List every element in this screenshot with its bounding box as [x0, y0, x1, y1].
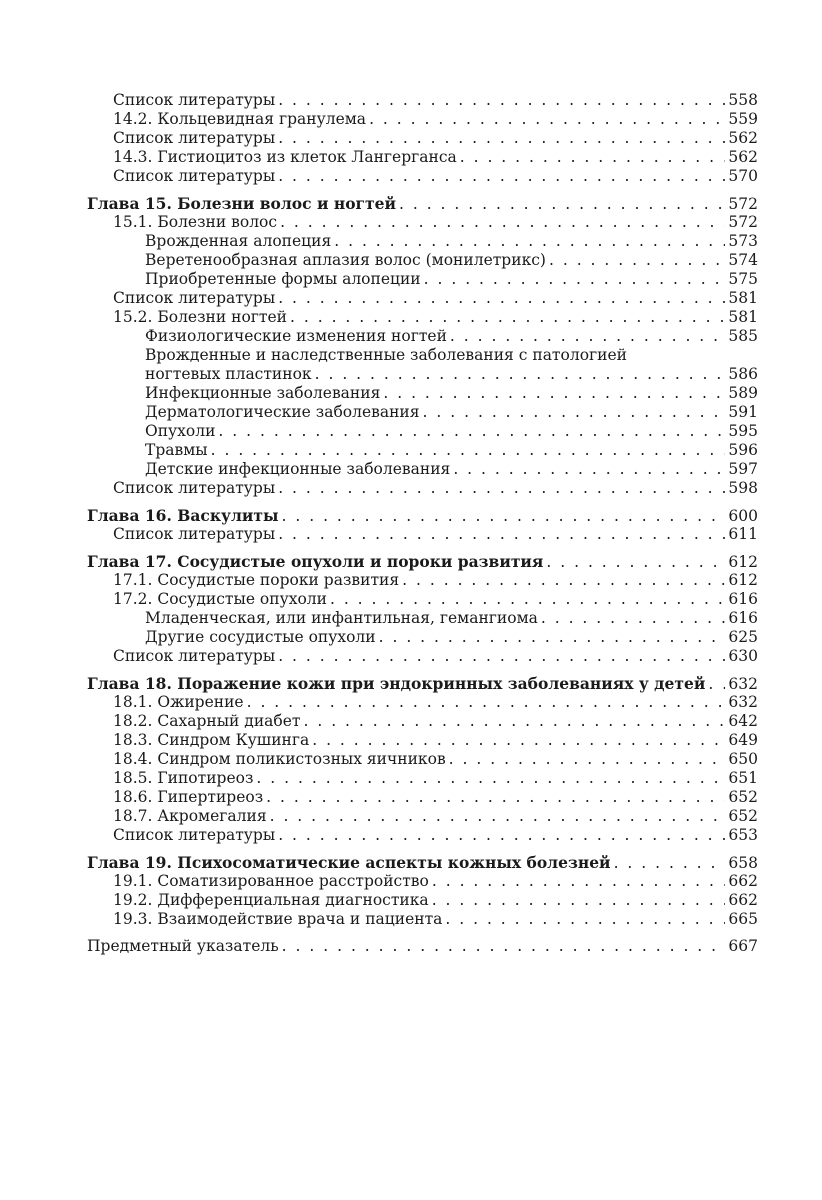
- toc-entry-title: Дерматологические заболевания: [145, 403, 420, 421]
- dot-leader: [399, 195, 725, 214]
- toc-entry: [87, 479, 758, 498]
- toc-chapter-entry: [87, 853, 758, 872]
- toc-entry-page-number: 570: [728, 167, 758, 185]
- toc-entry-page-number: 612: [728, 553, 758, 571]
- toc-entry-title: 19.2. Дифференциальная диагностика: [113, 891, 429, 909]
- toc-entry: [87, 910, 758, 929]
- toc-entry: [87, 647, 758, 666]
- toc-entry-title: 17.2. Сосудистые опухоли: [113, 590, 327, 608]
- dot-leader: [432, 891, 726, 910]
- toc-entry-page-number: 585: [728, 327, 758, 345]
- toc-entry-title: Список литературы: [113, 479, 276, 497]
- dot-leader: [541, 609, 726, 628]
- dot-leader: [379, 628, 726, 647]
- dot-leader: [453, 460, 725, 479]
- toc-entry: [87, 422, 758, 441]
- toc-entry-title: Глава 19. Психосоматические аспекты кожных болезней: [87, 853, 611, 872]
- toc-entry-page-number: 653: [728, 826, 758, 844]
- toc-entry-title: Инфекционные заболевания: [145, 384, 381, 402]
- toc-entry-title: Веретенообразная аплазия волос (монилетрикс): [145, 251, 546, 269]
- toc-entry-page-number: 591: [728, 403, 758, 421]
- toc-entry: [87, 308, 758, 327]
- toc-entry: [87, 129, 758, 148]
- toc-entry-page-number: 651: [728, 769, 758, 787]
- toc-entry-title: Глава 16. Васкулиты: [87, 506, 279, 525]
- toc-entry-title: Младенческая, или инфантильная, гемангиома: [145, 609, 538, 627]
- toc-entry: [87, 788, 758, 807]
- toc-entry: [87, 251, 758, 270]
- toc-chapter-entry: [87, 194, 758, 213]
- toc-entry-page-number: 572: [728, 195, 758, 213]
- toc-entry-title: Список литературы: [113, 129, 276, 147]
- toc-entry: [87, 327, 758, 346]
- toc-entry-page-number: 616: [728, 609, 758, 627]
- toc-entry-title: Глава 15. Болезни волос и ногтей: [87, 194, 396, 213]
- dot-leader: [290, 308, 725, 327]
- toc-entry-page-number: 559: [728, 110, 758, 128]
- dot-leader: [278, 826, 725, 845]
- toc-entry-page-number: 558: [728, 91, 758, 109]
- toc-entry: [87, 384, 758, 403]
- toc-entry: [87, 769, 758, 788]
- toc-entry-page-number: 598: [728, 479, 758, 497]
- toc-entry-page-number: 612: [728, 571, 758, 589]
- dot-leader: [278, 525, 725, 544]
- dot-leader: [266, 788, 725, 807]
- toc-entry-title: Опухоли: [145, 422, 216, 440]
- toc-entry-title: Предметный указатель: [87, 937, 279, 955]
- toc-entry: [87, 712, 758, 731]
- toc-entry-page-number: 649: [728, 731, 758, 749]
- toc-entry-title: 18.4. Синдром поликистозных яичников: [113, 750, 446, 768]
- dot-leader: [218, 422, 725, 441]
- toc-entry-page-number: 575: [728, 270, 758, 288]
- toc-entry: [87, 750, 758, 769]
- toc-entry: [87, 289, 758, 308]
- toc-entry-title: 14.2. Кольцевидная гранулема: [113, 110, 367, 128]
- toc-entry-page-number: 581: [728, 308, 758, 326]
- toc-entry-page-number: 572: [728, 213, 758, 231]
- toc-entry-title: Детские инфекционные заболевания: [145, 460, 451, 478]
- toc-entry: [87, 232, 758, 251]
- toc-entry: [87, 525, 758, 544]
- toc-entry-title: 19.3. Взаимодействие врача и пациента: [113, 910, 443, 928]
- toc-entry-title: 18.2. Сахарный диабет: [113, 712, 301, 730]
- toc-entry-title: Другие сосудистые опухоли: [145, 628, 376, 646]
- toc-entry-page-number: 581: [728, 289, 758, 307]
- toc-entry: [87, 441, 758, 460]
- toc-entry: [87, 460, 758, 479]
- dot-leader: [278, 91, 725, 110]
- dot-leader: [334, 232, 725, 251]
- toc-entry-title: Врожденные и наследственные заболевания с патологией: [145, 346, 627, 364]
- toc-chapter-entry: [87, 506, 758, 525]
- toc-entry-title: Список литературы: [113, 826, 276, 844]
- dot-leader: [432, 872, 726, 891]
- toc-entry-page-number: 662: [728, 872, 758, 890]
- toc-entry-title: 15.1. Болезни волос: [113, 213, 278, 231]
- dot-leader: [278, 167, 725, 186]
- toc-entry-page-number: 632: [728, 693, 758, 711]
- dot-leader: [280, 213, 725, 232]
- toc-entry-title: Врожденная алопеция: [145, 232, 332, 250]
- toc-entry-page-number: 586: [728, 365, 758, 383]
- toc-entry: [87, 346, 758, 365]
- toc-entry-page-number: 632: [728, 675, 758, 693]
- toc-entry: [87, 590, 758, 609]
- toc-entry-page-number: 611: [728, 525, 758, 543]
- toc-entry-title: Список литературы: [113, 647, 276, 665]
- toc-entry-title: ногтевых пластинок: [145, 365, 312, 383]
- dot-leader: [247, 693, 726, 712]
- dot-leader: [460, 148, 726, 167]
- toc-entry: [87, 167, 758, 186]
- dot-leader: [424, 270, 726, 289]
- dot-leader: [708, 675, 725, 694]
- toc-entry-page-number: 562: [728, 129, 758, 147]
- toc-entry-title: Травмы: [145, 441, 208, 459]
- toc-entry-page-number: 658: [728, 854, 758, 872]
- toc-entry-title: Приобретенные формы алопеции: [145, 270, 421, 288]
- toc-entry: [87, 731, 758, 750]
- toc-entry-title: 18.6. Гипертиреоз: [113, 788, 264, 806]
- toc-chapter-entry: [87, 674, 758, 693]
- toc-entry-page-number: 595: [728, 422, 758, 440]
- dot-leader: [614, 854, 726, 873]
- toc-entry-title: 19.1. Соматизированное расстройство: [113, 872, 429, 890]
- toc-entry: [87, 609, 758, 628]
- toc-entry: [87, 872, 758, 891]
- toc-entry-title: 15.2. Болезни ногтей: [113, 308, 288, 326]
- dot-leader: [278, 479, 725, 498]
- dot-leader: [369, 110, 725, 129]
- toc-entry: [87, 365, 758, 384]
- toc-entry-page-number: 652: [728, 788, 758, 806]
- toc-entry: [87, 110, 758, 129]
- toc-entry-title: 17.1. Сосудистые пороки развития: [113, 571, 400, 589]
- toc-entry-title: 18.7. Акромегалия: [113, 807, 267, 825]
- toc-entry: [87, 693, 758, 712]
- toc-entry-page-number: 597: [728, 460, 758, 478]
- table-of-contents: [87, 91, 758, 956]
- toc-entry-page-number: 652: [728, 807, 758, 825]
- dot-leader: [549, 251, 725, 270]
- toc-entry-page-number: 600: [728, 507, 758, 525]
- toc-entry-page-number: 630: [728, 647, 758, 665]
- toc-entry-title: Список литературы: [113, 167, 276, 185]
- toc-entry: [87, 403, 758, 422]
- dot-leader: [282, 507, 726, 526]
- dot-leader: [270, 807, 726, 826]
- toc-entry: [87, 270, 758, 289]
- dot-leader: [315, 365, 726, 384]
- dot-leader: [449, 750, 726, 769]
- toc-entry-page-number: 589: [728, 384, 758, 402]
- dot-leader: [211, 441, 726, 460]
- toc-entry-page-number: 650: [728, 750, 758, 768]
- toc-entry: [87, 571, 758, 590]
- dot-leader: [450, 327, 725, 346]
- toc-entry: [87, 807, 758, 826]
- toc-entry-page-number: 562: [728, 148, 758, 166]
- toc-entry: [87, 213, 758, 232]
- toc-chapter-entry: [87, 552, 758, 571]
- toc-entry: [87, 891, 758, 910]
- toc-entry-page-number: 642: [728, 712, 758, 730]
- toc-entry: [87, 628, 758, 647]
- toc-entry-title: 18.5. Гипотиреоз: [113, 769, 254, 787]
- dot-leader: [423, 403, 726, 422]
- dot-leader: [402, 571, 725, 590]
- toc-entry-page-number: 616: [728, 590, 758, 608]
- toc-entry: [87, 826, 758, 845]
- toc-entry-title: Физиологические изменения ногтей: [145, 327, 447, 345]
- toc-entry-page-number: 625: [728, 628, 758, 646]
- dot-leader: [282, 937, 726, 956]
- dot-leader: [278, 129, 725, 148]
- toc-entry-page-number: 573: [728, 232, 758, 250]
- dot-leader: [383, 384, 725, 403]
- toc-entry-page-number: 665: [728, 910, 758, 928]
- toc-entry-title: Список литературы: [113, 289, 276, 307]
- dot-leader: [445, 910, 725, 929]
- toc-chapter-entry: [87, 937, 758, 956]
- dot-leader: [256, 769, 725, 788]
- toc-entry-page-number: 662: [728, 891, 758, 909]
- toc-entry-page-number: 596: [728, 441, 758, 459]
- dot-leader: [278, 289, 725, 308]
- toc-entry-title: 18.1. Ожирение: [113, 693, 244, 711]
- toc-entry-title: Список литературы: [113, 525, 276, 543]
- dot-leader: [278, 647, 725, 666]
- toc-entry-title: Глава 17. Сосудистые опухоли и пороки развития: [87, 552, 544, 571]
- toc-entry-title: 14.3. Гистиоцитоз из клеток Лангерганса: [113, 148, 457, 166]
- toc-entry-title: Список литературы: [113, 91, 276, 109]
- dot-leader: [330, 590, 725, 609]
- dot-leader: [304, 712, 726, 731]
- toc-entry-page-number: 574: [728, 251, 758, 269]
- toc-entry-title: Глава 18. Поражение кожи при эндокринных заболеваниях у детей: [87, 674, 706, 693]
- toc-entry: [87, 148, 758, 167]
- toc-entry-title: 18.3. Синдром Кушинга: [113, 731, 310, 749]
- toc-entry: [87, 91, 758, 110]
- dot-leader: [546, 553, 725, 572]
- dot-leader: [312, 731, 725, 750]
- toc-entry-page-number: 667: [728, 937, 758, 955]
